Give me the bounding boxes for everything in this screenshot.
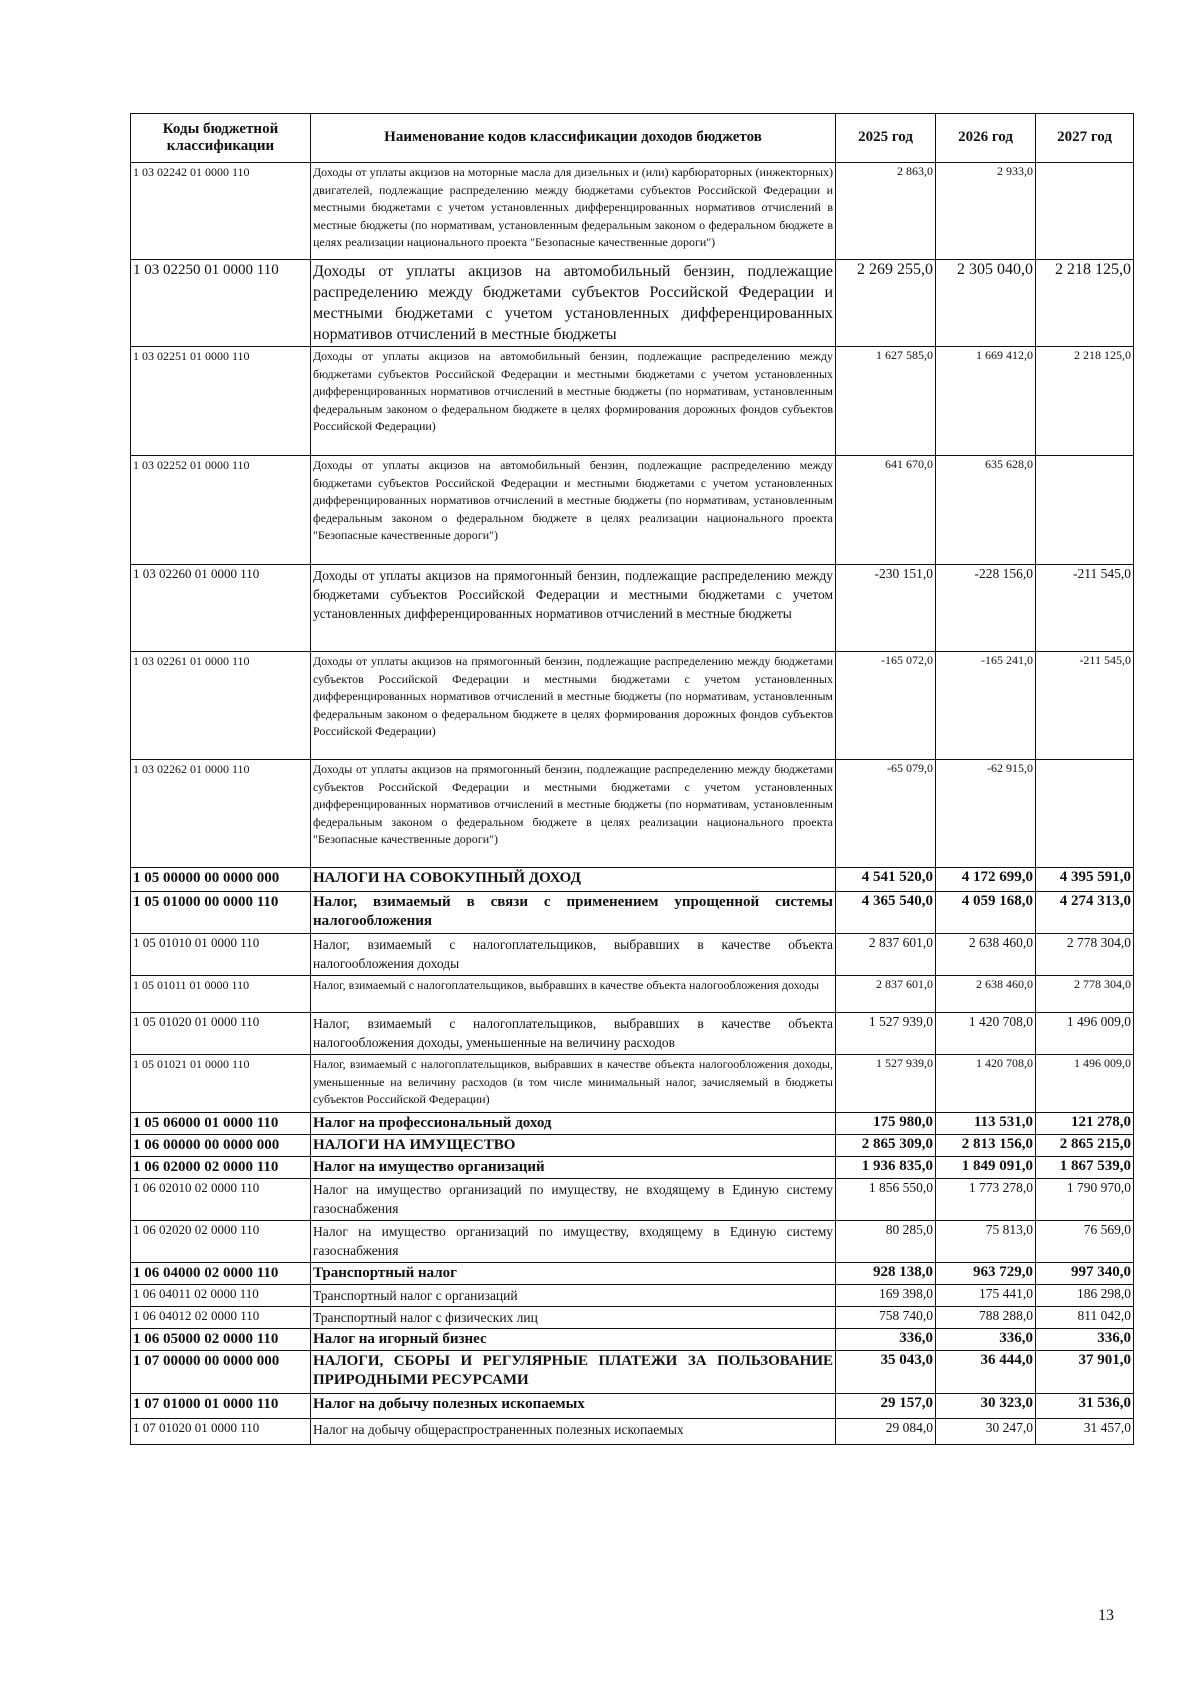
row-2025: 2 837 601,0 [836, 934, 936, 976]
row-2027: 186 298,0 [1036, 1285, 1134, 1307]
table-row [131, 934, 1134, 976]
row-name: Транспортный налог с организаций [311, 1285, 836, 1307]
table-header-row [131, 114, 1134, 163]
row-code: 1 05 01021 01 0000 110 [131, 1055, 311, 1113]
table-row [131, 1055, 1134, 1113]
header-name: Наименование кодов классификации доходов бюджетов [311, 114, 836, 163]
row-code: 1 03 02242 01 0000 110 [131, 163, 311, 260]
row-name: Налог на имущество организаций [311, 1157, 836, 1179]
table-row [131, 892, 1134, 934]
row-code: 1 06 02010 02 0000 110 [131, 1179, 311, 1221]
row-name: Налог на имущество организаций по имуществу, не входящему в Единую систему газоснабжения [311, 1179, 836, 1221]
row-2026: 788 288,0 [936, 1307, 1036, 1329]
table-row [131, 347, 1134, 456]
row-2026: -228 156,0 [936, 565, 1036, 652]
row-2027: -211 545,0 [1036, 565, 1134, 652]
row-2027: 2 218 125,0 [1036, 347, 1134, 456]
row-2027 [1036, 456, 1134, 565]
table-row [131, 1329, 1134, 1351]
row-2025: 1 527 939,0 [836, 1055, 936, 1113]
row-2025: 2 269 255,0 [836, 260, 936, 347]
row-2026: -62 915,0 [936, 760, 1036, 868]
budget-revenue-table [130, 113, 1134, 1445]
row-code: 1 03 02261 01 0000 110 [131, 652, 311, 760]
row-code: 1 06 05000 02 0000 110 [131, 1329, 311, 1351]
row-2025: 4 541 520,0 [836, 868, 936, 892]
row-2025: 169 398,0 [836, 1285, 936, 1307]
row-2027: -211 545,0 [1036, 652, 1134, 760]
table-row [131, 1157, 1134, 1179]
row-2027: 336,0 [1036, 1329, 1134, 1351]
table-row [131, 1013, 1134, 1055]
row-2027: 76 569,0 [1036, 1221, 1134, 1263]
table-row [131, 1307, 1134, 1329]
table-row [131, 1394, 1134, 1419]
row-2027: 2 218 125,0 [1036, 260, 1134, 347]
row-code: 1 05 01011 01 0000 110 [131, 976, 311, 1013]
row-code: 1 06 02020 02 0000 110 [131, 1221, 311, 1263]
table-row [131, 760, 1134, 868]
row-2026: 1 420 708,0 [936, 1055, 1036, 1113]
row-code: 1 03 02262 01 0000 110 [131, 760, 311, 868]
row-2025: 1 527 939,0 [836, 1013, 936, 1055]
row-2027: 4 274 313,0 [1036, 892, 1134, 934]
row-2026: 1 849 091,0 [936, 1157, 1036, 1179]
row-2026: 2 305 040,0 [936, 260, 1036, 347]
row-2027: 1 496 009,0 [1036, 1013, 1134, 1055]
row-name: Доходы от уплаты акцизов на прямогонный бензин, подлежащие распределению между бюджетами субъектов Российской Федерации и местными бюджетами с учетом установленных дифференцированных нормативов отчислений в местные бюджеты (по нормативам, установленным федеральным законом о федеральном бюджете в целях формирования дорожных фондов субъектов Российской Федерации) [311, 652, 836, 760]
row-2025: 758 740,0 [836, 1307, 936, 1329]
row-2026: 2 638 460,0 [936, 976, 1036, 1013]
row-2027 [1036, 760, 1134, 868]
header-2027: 2027 год [1036, 114, 1134, 163]
table-row [131, 1135, 1134, 1157]
row-2027: 1 790 970,0 [1036, 1179, 1134, 1221]
table-row [131, 260, 1134, 347]
row-2026: 75 813,0 [936, 1221, 1036, 1263]
row-2026: 113 531,0 [936, 1113, 1036, 1135]
row-2026: 2 813 156,0 [936, 1135, 1036, 1157]
table-row [131, 1113, 1134, 1135]
row-code: 1 05 06000 01 0000 110 [131, 1113, 311, 1135]
table-row [131, 163, 1134, 260]
row-name: Налог, взимаемый в связи с применением упрощенной системы налогообложения [311, 892, 836, 934]
row-code: 1 03 02251 01 0000 110 [131, 347, 311, 456]
table-row [131, 652, 1134, 760]
table-row [131, 1221, 1134, 1263]
table-row [131, 456, 1134, 565]
row-2025: 29 157,0 [836, 1394, 936, 1419]
row-2026: 4 059 168,0 [936, 892, 1036, 934]
row-name: Налог на игорный бизнес [311, 1329, 836, 1351]
row-2026: 2 933,0 [936, 163, 1036, 260]
row-2027: 37 901,0 [1036, 1351, 1134, 1394]
row-name: Налог, взимаемый с налогоплательщиков, выбравших в качестве объекта налогообложения доходы [311, 976, 836, 1013]
row-name: НАЛОГИ НА ИМУЩЕСТВО [311, 1135, 836, 1157]
row-code: 1 03 02250 01 0000 110 [131, 260, 311, 347]
row-2026: 336,0 [936, 1329, 1036, 1351]
row-2027: 2 778 304,0 [1036, 934, 1134, 976]
row-name: Доходы от уплаты акцизов на прямогонный бензин, подлежащие распределению между бюджетами субъектов Российской Федерации и местными бюджетами с учетом установленных дифференцированных нормативов отчислений в местные бюджеты (по нормативам, установленным федеральным законом о федеральном бюджете в целях реализации национального проекта "Безопасные качественные дороги") [311, 760, 836, 868]
row-2025: -165 072,0 [836, 652, 936, 760]
row-code: 1 03 02252 01 0000 110 [131, 456, 311, 565]
row-name: Транспортный налог [311, 1263, 836, 1285]
row-2027: 811 042,0 [1036, 1307, 1134, 1329]
table-row [131, 868, 1134, 892]
row-2025: 641 670,0 [836, 456, 936, 565]
table-row [131, 1285, 1134, 1307]
row-2025: 1 627 585,0 [836, 347, 936, 456]
row-2026: 963 729,0 [936, 1263, 1036, 1285]
row-2027: 1 496 009,0 [1036, 1055, 1134, 1113]
row-name: НАЛОГИ НА СОВОКУПНЫЙ ДОХОД [311, 868, 836, 892]
row-2025: 35 043,0 [836, 1351, 936, 1394]
row-2026: -165 241,0 [936, 652, 1036, 760]
row-2025: 928 138,0 [836, 1263, 936, 1285]
table-row [131, 976, 1134, 1013]
row-name: Доходы от уплаты акцизов на автомобильный бензин, подлежащие распределению между бюджетами субъектов Российской Федерации и местными бюджетами с учетом установленных дифференцированных нормативов отчислений в местные бюджеты [311, 260, 836, 347]
row-code: 1 07 01000 01 0000 110 [131, 1394, 311, 1419]
row-2027: 2 778 304,0 [1036, 976, 1134, 1013]
row-code: 1 05 01000 00 0000 110 [131, 892, 311, 934]
row-code: 1 06 04012 02 0000 110 [131, 1307, 311, 1329]
row-2025: 2 863,0 [836, 163, 936, 260]
row-2026: 4 172 699,0 [936, 868, 1036, 892]
table-row [131, 565, 1134, 652]
row-2026: 30 323,0 [936, 1394, 1036, 1419]
row-2026: 175 441,0 [936, 1285, 1036, 1307]
row-2025: -230 151,0 [836, 565, 936, 652]
row-code: 1 05 01020 01 0000 110 [131, 1013, 311, 1055]
row-name: Налог, взимаемый с налогоплательщиков, выбравших в качестве объекта налогообложения доходы [311, 934, 836, 976]
row-2026: 1 420 708,0 [936, 1013, 1036, 1055]
row-name: Доходы от уплаты акцизов на автомобильный бензин, подлежащие распределению между бюджетами субъектов Российской Федерации и местными бюджетами с учетом установленных дифференцированных нормативов отчислений в местные бюджеты (по нормативам, установленным федеральным законом о федеральном бюджете в целях формирования дорожных фондов субъектов Российской Федерации) [311, 347, 836, 456]
row-2026: 1 669 412,0 [936, 347, 1036, 456]
header-2026: 2026 год [936, 114, 1036, 163]
row-2025: -65 079,0 [836, 760, 936, 868]
row-2025: 4 365 540,0 [836, 892, 936, 934]
row-code: 1 07 00000 00 0000 000 [131, 1351, 311, 1394]
table-row [131, 1351, 1134, 1394]
row-code: 1 06 04000 02 0000 110 [131, 1263, 311, 1285]
row-2025: 80 285,0 [836, 1221, 936, 1263]
row-name: Доходы от уплаты акцизов на прямогонный бензин, подлежащие распределению между бюджетами субъектов Российской Федерации и местными бюджетами с учетом установленных дифференцированных нормативов отчислений в местные бюджеты [311, 565, 836, 652]
table-row [131, 1263, 1134, 1285]
row-name: Налог на добычу общераспространенных полезных ископаемых [311, 1419, 836, 1445]
row-name: Налог на имущество организаций по имуществу, входящему в Единую систему газоснабжения [311, 1221, 836, 1263]
row-name: Доходы от уплаты акцизов на автомобильный бензин, подлежащие распределению между бюджетами субъектов Российской Федерации и местными бюджетами с учетом установленных дифференцированных нормативов отчислений в местные бюджеты (по нормативам, установленным федеральным законом о федеральном бюджете в целях реализации национального проекта "Безопасные качественные дороги") [311, 456, 836, 565]
row-2025: 1 936 835,0 [836, 1157, 936, 1179]
row-2025: 175 980,0 [836, 1113, 936, 1135]
page-number: 13 [1098, 1607, 1114, 1624]
row-2026: 2 638 460,0 [936, 934, 1036, 976]
row-name: НАЛОГИ, СБОРЫ И РЕГУЛЯРНЫЕ ПЛАТЕЖИ ЗА ПОЛЬЗОВАНИЕ ПРИРОДНЫМИ РЕСУРСАМИ [311, 1351, 836, 1394]
header-code: Коды бюджетной классификации [131, 114, 311, 163]
row-code: 1 07 01020 01 0000 110 [131, 1419, 311, 1445]
row-2026: 1 773 278,0 [936, 1179, 1036, 1221]
header-2025: 2025 год [836, 114, 936, 163]
row-2027: 31 457,0 [1036, 1419, 1134, 1445]
row-code: 1 05 01010 01 0000 110 [131, 934, 311, 976]
row-name: Налог на добычу полезных ископаемых [311, 1394, 836, 1419]
row-2027: 31 536,0 [1036, 1394, 1134, 1419]
row-2027 [1036, 163, 1134, 260]
row-2025: 29 084,0 [836, 1419, 936, 1445]
row-code: 1 06 04011 02 0000 110 [131, 1285, 311, 1307]
row-2027: 1 867 539,0 [1036, 1157, 1134, 1179]
row-2025: 2 837 601,0 [836, 976, 936, 1013]
row-name: Налог, взимаемый с налогоплательщиков, выбравших в качестве объекта налогообложения доходы, уменьшенные на величину расходов [311, 1013, 836, 1055]
row-2027: 2 865 215,0 [1036, 1135, 1134, 1157]
row-2027: 4 395 591,0 [1036, 868, 1134, 892]
row-2027: 997 340,0 [1036, 1263, 1134, 1285]
row-code: 1 05 00000 00 0000 000 [131, 868, 311, 892]
row-2026: 30 247,0 [936, 1419, 1036, 1445]
row-2025: 2 865 309,0 [836, 1135, 936, 1157]
row-name: Транспортный налог с физических лиц [311, 1307, 836, 1329]
row-2027: 121 278,0 [1036, 1113, 1134, 1135]
row-2025: 1 856 550,0 [836, 1179, 936, 1221]
table-row [131, 1179, 1134, 1221]
row-name: Доходы от уплаты акцизов на моторные масла для дизельных и (или) карбюраторных (инжекторных) двигателей, подлежащие распределению между бюджетами субъектов Российской Федерации и местными бюджетами с учетом установленных дифференцированных нормативов отчислений в местные бюджеты (по нормативам, установленным федеральным законом о федеральном бюджете в целях реализации национального проекта "Безопасные качественные дороги") [311, 163, 836, 260]
row-2025: 336,0 [836, 1329, 936, 1351]
table-row [131, 1419, 1134, 1445]
row-name: Налог, взимаемый с налогоплательщиков, выбравших в качестве объекта налогообложения доходы, уменьшенные на величину расходов (в том числе минимальный налог, зачисляемый в бюджеты субъектов Российской Федерации) [311, 1055, 836, 1113]
row-name: Налог на профессиональный доход [311, 1113, 836, 1135]
row-code: 1 06 02000 02 0000 110 [131, 1157, 311, 1179]
row-code: 1 03 02260 01 0000 110 [131, 565, 311, 652]
row-code: 1 06 00000 00 0000 000 [131, 1135, 311, 1157]
row-2026: 635 628,0 [936, 456, 1036, 565]
row-2026: 36 444,0 [936, 1351, 1036, 1394]
